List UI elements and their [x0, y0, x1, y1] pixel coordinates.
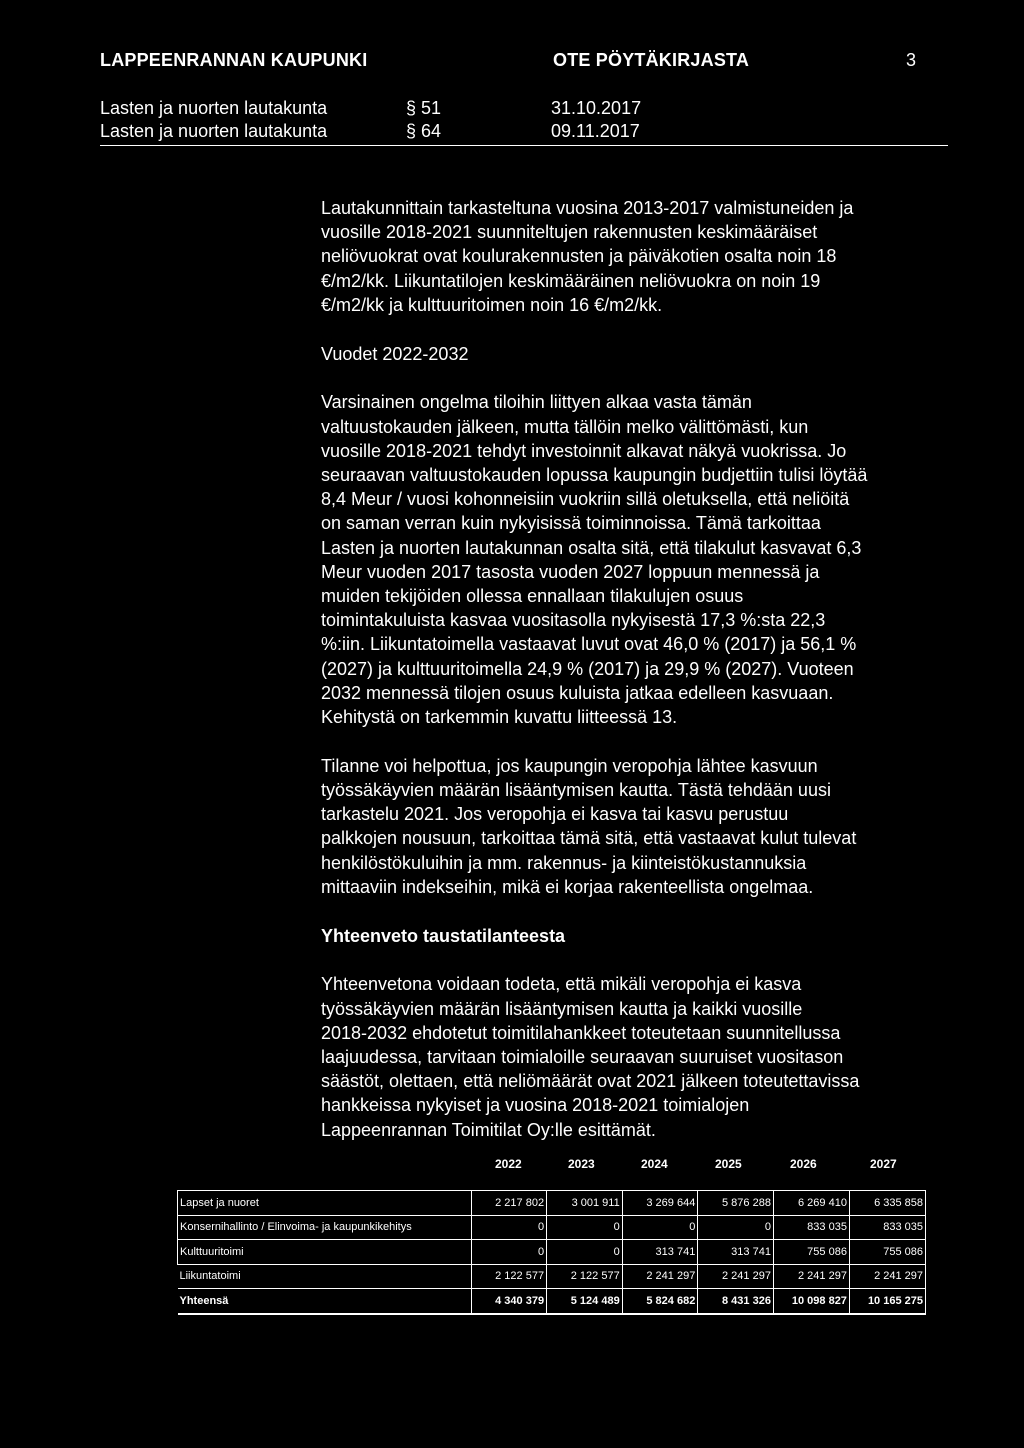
header-document-type: OTE PÖYTÄKIRJASTA	[553, 50, 750, 70]
cell-value: 2 241 297	[849, 1264, 925, 1289]
row-label: Konsernihallinto / Elinvoima- ja kaupunkikehitys	[178, 1215, 472, 1240]
cell-value: 2 122 577	[472, 1264, 547, 1289]
row-label: Lapset ja nuoret	[178, 1191, 472, 1216]
year-header: 2023	[568, 1157, 595, 1171]
total-value: 10 098 827	[773, 1289, 849, 1314]
cell-value: 3 001 911	[547, 1191, 623, 1216]
cell-value: 0	[698, 1215, 774, 1240]
cell-value: 755 086	[849, 1240, 925, 1265]
meeting-row	[100, 121, 960, 143]
cell-value: 2 122 577	[547, 1264, 623, 1289]
cell-value: 2 217 802	[472, 1191, 547, 1216]
row-label: Kulttuuritoimi	[178, 1240, 472, 1265]
meeting-section: § 51	[406, 98, 442, 118]
meeting-row	[100, 98, 960, 120]
total-value: 5 124 489	[547, 1289, 623, 1314]
cell-value: 0	[547, 1215, 623, 1240]
meeting-body: Lasten ja nuorten lautakunta	[100, 121, 328, 141]
cell-value: 3 269 644	[622, 1191, 698, 1216]
cell-value: 6 269 410	[773, 1191, 849, 1216]
total-value: 5 824 682	[622, 1289, 698, 1314]
paragraph-summary: Yhteenvetona voidaan todeta, että mikäli veropohja ei kasva työssäkäyvien määrän lisääntymisen kautta ja kaikki vuosille 2018-2032 ehdotetut toimitilahankkeet toteutetaan suunnitellussa laajuudessa, tarvitaan toimialoille seuraavan suuruiset vuositason säästöt, olettaen, että neliömäärät ovat 2021 jälkeen toteutettavissa hankkeissa nykyiset ja vuosina 2018-2021 toimialojen Lappeenrannan Toimitilat Oy:lle esittämät.	[321, 974, 860, 1140]
table-row	[178, 1215, 926, 1240]
heading-summary: Yhteenveto taustatilanteesta	[321, 925, 566, 946]
meeting-date: 09.11.2017	[551, 121, 640, 141]
cell-value: 313 741	[622, 1240, 698, 1265]
paragraph-tax-base: Tilanne voi helpottua, jos kaupungin veropohja lähtee kasvuun työssäkäyvien määrän lisääntymisen kautta. Tästä tehdään uusi tarkastelu 2021. Jos veropohja ei kasva tai kasvu perustuu palkkojen nousuun, tarkoittaa tämä sitä, että vastaavat kulut tulevat henkilöstökuluihin ja mm. rakennus- ja kiinteistökustannuksia mittaaviin indekseihin, mikä ei korjaa rakenteellista ongelmaa.	[321, 755, 857, 897]
cell-value: 313 741	[698, 1240, 774, 1265]
cell-value: 5 876 288	[698, 1191, 774, 1216]
cell-value: 833 035	[773, 1215, 849, 1240]
year-header: 2027	[870, 1157, 897, 1171]
total-value: 4 340 379	[472, 1289, 547, 1314]
header-page-number: 3	[906, 50, 917, 70]
cell-value: 2 241 297	[698, 1264, 774, 1289]
meeting-date: 31.10.2017	[551, 98, 642, 118]
table-row	[178, 1191, 926, 1216]
paragraph-problem: Varsinainen ongelma tiloihin liittyen alkaa vasta tämän valtuustokauden jälkeen, mutta tällöin melko välittömästi, kun vuosille 2018-2021 tehdyt investoinnit alkavat näkyä vuokrissa. Jo seuraavan valtuustokauden lopussa kaupungin budjettiin tulisi löytää 8,4 Meur / vuosi kohonneisiin vuokriin sillä oletuksella, että neliöitä on saman verran kuin nykyisissä toiminnoissa. Tämä tarkoittaa Lasten ja nuorten lautakunnan osalta sitä, että tilakulut kasvavat 6,3 Meur vuoden 2017 tasosta vuoden 2027 loppuun mennessä ja muiden tekijöiden ollessa ennallaan tilakulujen osuus toimintakuluista kasvaa vuositasolla nykyisestä 17,3 %:sta 22,3 %:iin. Liikuntatoimella vastaavat luvut ovat 46,0 % (2017) ja 56,1 % (2027) ja kulttuuritoimella 24,9 % (2017) ja 29,9 % (2027). Vuoteen 2032 mennessä tilojen osuus kuluista jatkaa edelleen kasvuaan. Kehitystä on tarkemmin kuvattu liitteessä 13.	[321, 392, 868, 728]
cell-value: 0	[547, 1240, 623, 1265]
meeting-body: Lasten ja nuorten lautakunta	[100, 98, 328, 118]
cell-value: 2 241 297	[773, 1264, 849, 1289]
meeting-section: § 64	[406, 121, 442, 141]
cell-value: 833 035	[849, 1215, 925, 1240]
year-header: 2025	[715, 1157, 742, 1171]
cell-value: 2 241 297	[622, 1264, 698, 1289]
subheading-years: Vuodet 2022-2032	[321, 343, 469, 364]
savings-table	[177, 1190, 926, 1315]
year-header: 2024	[641, 1157, 668, 1171]
cell-value: 0	[472, 1215, 547, 1240]
paragraph-rents: Lautakunnittain tarkasteltuna vuosina 2013-2017 valmistuneiden ja vuosille 2018-2021 suunniteltujen rakennusten keskimääräiset neliövuokrat ovat koulurakennusten ja päiväkotien osalta noin 18 €/m2/kk. Liikuntatilojen keskimääräinen neliövuokra on noin 19 €/m2/kk ja kulttuuritoimen noin 16 €/m2/kk.	[321, 198, 854, 315]
header-divider	[100, 145, 948, 146]
cell-value: 755 086	[773, 1240, 849, 1265]
table-row	[178, 1240, 926, 1265]
table-row	[178, 1264, 926, 1289]
row-label: Liikuntatoimi	[178, 1264, 472, 1289]
document-body	[321, 196, 951, 1166]
table-total-row	[178, 1289, 926, 1314]
total-value: 8 431 326	[698, 1289, 774, 1314]
cell-value: 6 335 858	[849, 1191, 925, 1216]
table-year-headers	[0, 1157, 1024, 1175]
year-header: 2026	[790, 1157, 817, 1171]
total-value: 10 165 275	[849, 1289, 925, 1314]
year-header: 2022	[495, 1157, 522, 1171]
total-label: Yhteensä	[178, 1289, 472, 1314]
header-organization: LAPPEENRANNAN KAUPUNKI	[100, 50, 368, 70]
cell-value: 0	[472, 1240, 547, 1265]
cell-value: 0	[622, 1215, 698, 1240]
